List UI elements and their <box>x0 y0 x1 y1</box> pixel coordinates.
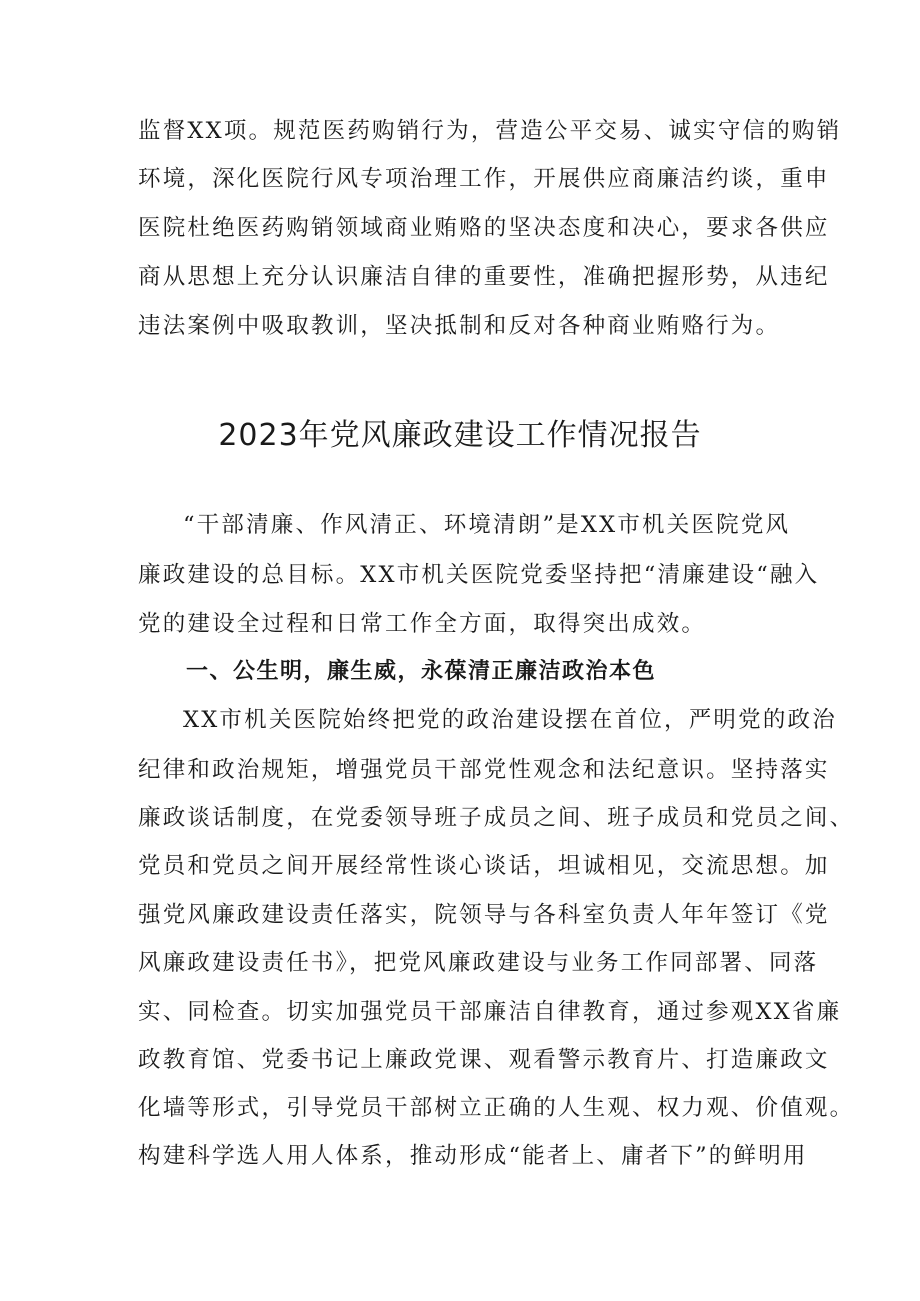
paragraph-line: 政教育馆、党委书记上廉政党课、观看警示教育片、打造廉政文 <box>138 1047 830 1073</box>
paragraph-line: 实、同检查。切实加强党员干部廉洁自律教育，通过参观XX省廉 <box>138 999 842 1025</box>
paragraph-line: 商从思想上充分认识廉洁自律的重要性，准确把握形势，从违纪 <box>138 264 830 290</box>
paragraph-line: 环境，深化医院行风专项治理工作，开展供应商廉洁约谈，重申 <box>138 166 830 192</box>
paragraph-line: 违法案例中吸取教训，坚决抵制和反对各种商业贿赂行为。 <box>138 313 781 339</box>
paragraph-line: 强党风廉政建设责任落实，院领导与各科室负责人年年签订《党 <box>138 902 830 928</box>
paragraph-line: 医院杜绝医药购销领域商业贿赂的坚决态度和决心，要求各供应 <box>138 215 830 241</box>
paragraph-line: 构建科学选人用人体系，推动形成“能者上、庸者下”的鲜明用 <box>138 1143 808 1169</box>
section-heading: 一、公生明，廉生威，永葆清正廉洁政治本色 <box>186 659 657 684</box>
paragraph-line: 党的建设全过程和日常工作全方面，取得突出成效。 <box>138 611 707 637</box>
report-title: 2023年党风廉政建设工作情况报告 <box>218 418 702 453</box>
paragraph-line: “干部清廉、作风清正、环境清朗”是XX市机关医院党风 <box>183 512 791 538</box>
paragraph-line: 风廉政建设责任书》，把党风廉政建设与业务工作同部署、同落 <box>138 950 819 976</box>
paragraph-line: 廉政建设的总目标。XX市机关医院党委坚持把“清廉建设“融入 <box>138 562 820 588</box>
paragraph-line: 党员和党员之间开展经常性谈心谈话，坦诚相见，交流思想。加 <box>138 853 830 879</box>
paragraph-line: 监督XX项。规范医药购销行为，营造公平交易、诚实守信的购销 <box>138 118 842 144</box>
paragraph-line: 化墙等形式，引导党员干部树立正确的人生观、权力观、价值观。 <box>138 1095 855 1121</box>
paragraph-line: 廉政谈话制度，在党委领导班子成员之间、班子成员和党员之间、 <box>138 805 855 831</box>
paragraph-line: 纪律和政治规矩，增强党员干部党性观念和法纪意识。坚持落实 <box>138 757 830 783</box>
paragraph-line: XX市机关医院始终把党的政治建设摆在首位，严明党的政治 <box>183 707 837 733</box>
